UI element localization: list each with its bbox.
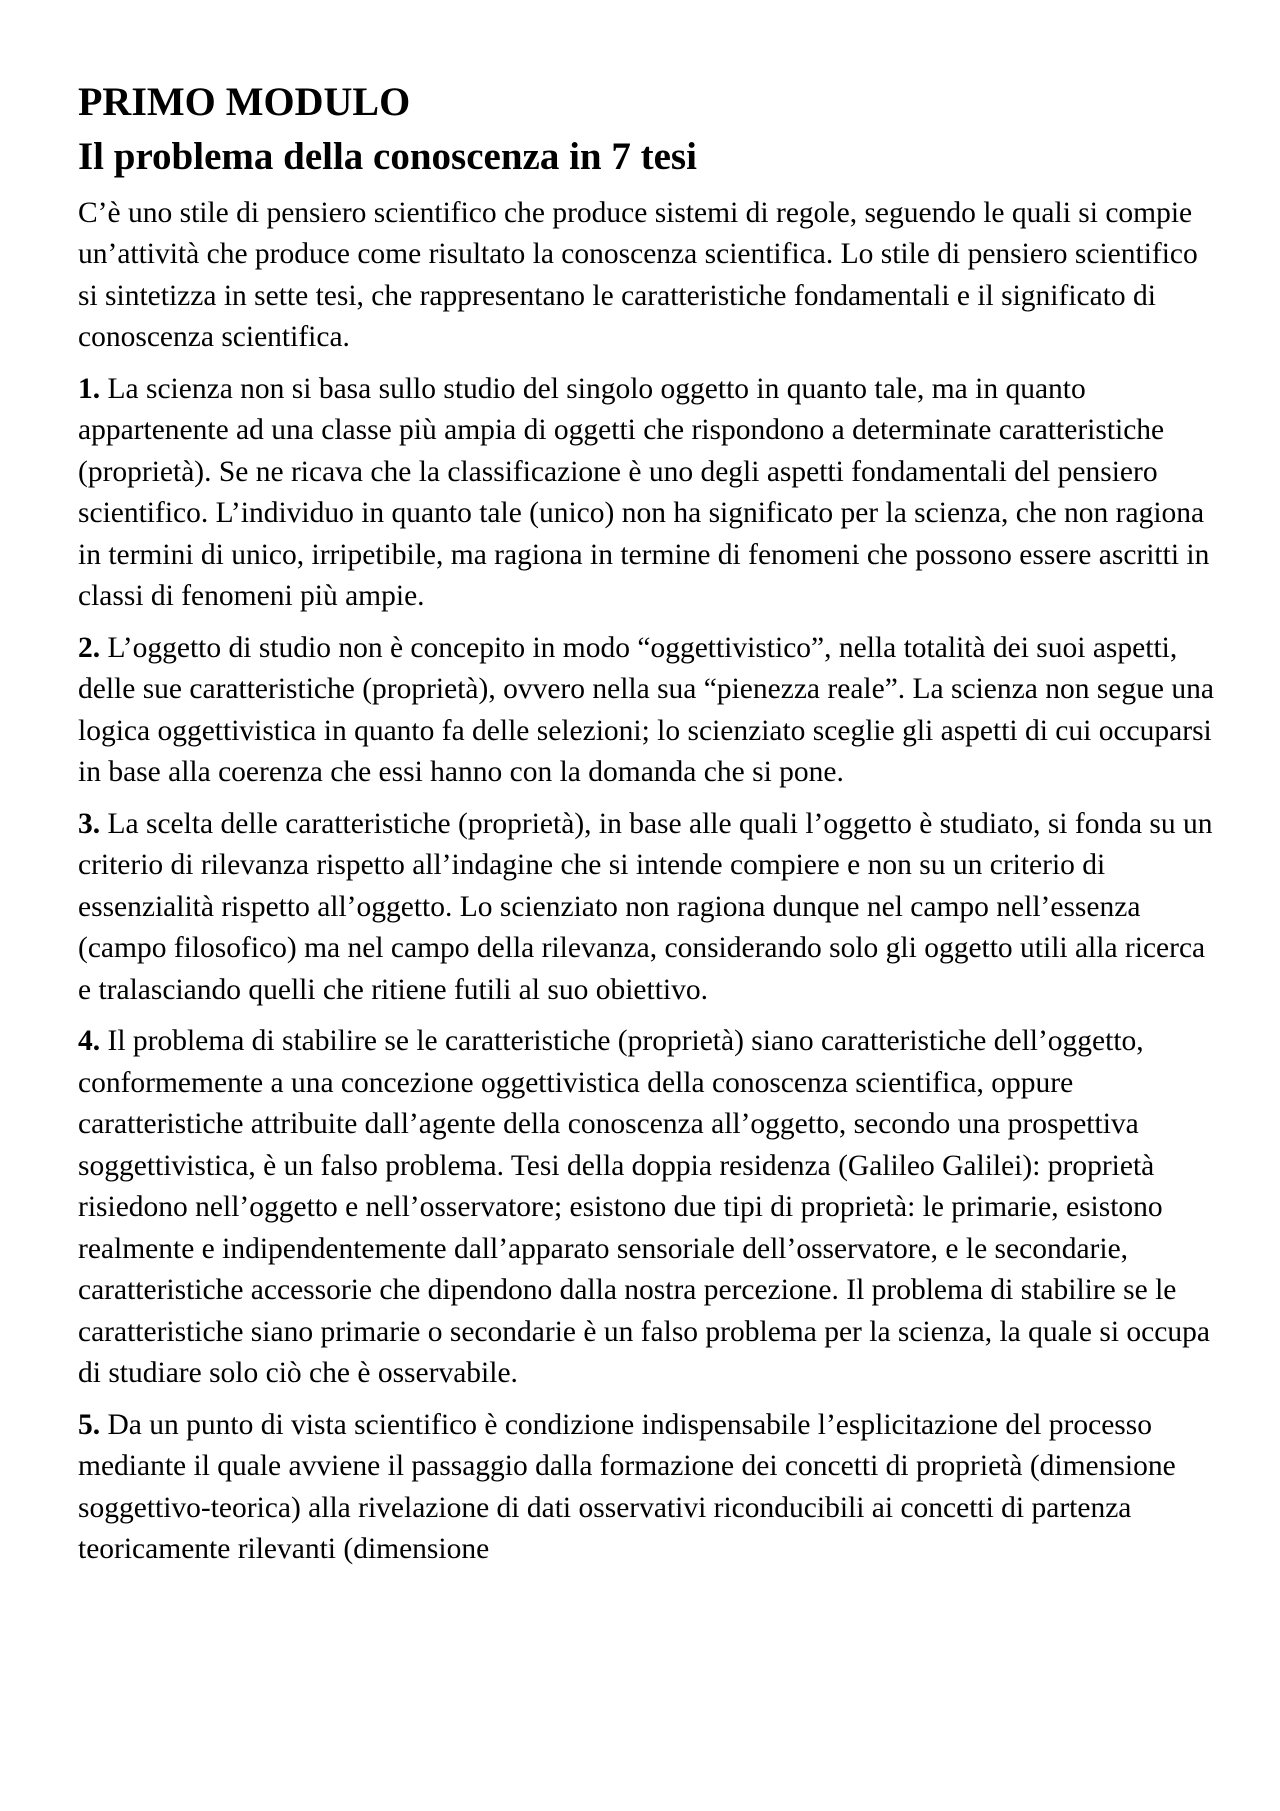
thesis-3 [78,804,1218,1012]
page-heading: Il problema della conoscenza in 7 tesi [78,135,697,178]
thesis-text: La scienza non si basa sullo studio del singolo oggetto in quanto tale, ma in quanto appartenente ad una classe più ampia di oggetti che rispondono a determinate caratteristiche (proprietà). Se ne ricava che la classificazione è uno degli aspetti fondamentali del pensiero scientifico. L’individuo in quanto tale (unico) non ha significato per la scienza, che non ragiona in termini di unico, irripetibile, ma ragiona in termine di fenomeni che possono essere ascritti in classi di fenomeni più ampie. [78,372,1210,613]
thesis-number: 3. [78,807,101,840]
thesis-5 [78,1405,1218,1571]
thesis-text: Il problema di stabilire se le caratteristiche (proprietà) siano caratteristiche dell’oggetto, conformemente a una concezione oggettivistica della conoscenza scientifica, oppure caratteristiche attribuite dall’agente della conoscenza all’oggetto, secondo una prospettiva soggettivistica, è un falso problema. Tesi della doppia residenza (Galileo Galilei): proprietà risiedono nell’oggetto e nell’osservatore; esistono due tipi di proprietà: le primarie, esistono realmente e indipendentemente dall’apparato sensoriale dell’osservatore, e le secondarie, caratteristiche accessorie che dipendono dalla nostra percezione. Il problema di stabilire se le caratteristiche siano primarie o secondarie è un falso problema per la scienza, la quale si occupa di studiare solo ciò che è osservabile. [78,1025,1210,1390]
thesis-number: 2. [78,631,101,664]
document-page [78,78,1218,1581]
thesis-1 [78,369,1218,618]
thesis-number: 5. [78,1408,101,1441]
module-title: PRIMO MODULO [78,79,411,124]
thesis-text: La scelta delle caratteristiche (proprietà), in base alle quali l’oggetto è studiato, si fonda su un criterio di rilevanza rispetto all’indagine che si intende compiere e non su un criterio di essenzialità rispetto all’oggetto. Lo scienziato non ragiona dunque nel campo nell’essenza (campo filosofico) ma nel campo della rilevanza, considerando solo gli oggetto utili alla ricerca e tralasciando quelli che ritiene futili al suo obiettivo. [78,807,1213,1006]
thesis-number: 4. [78,1025,101,1058]
thesis-text: L’oggetto di studio non è concepito in modo “oggettivistico”, nella totalità dei suoi aspetti, delle sue caratteristiche (proprietà), ovvero nella sua “pienezza reale”. La scienza non segue una logica oggettivistica in quanto fa delle selezioni; lo scienziato sceglie gli aspetti di cui occuparsi in base alla coerenza che essi hanno con la domanda che si pone. [78,631,1214,789]
thesis-2 [78,628,1218,794]
thesis-number: 1. [78,372,101,405]
thesis-4 [78,1021,1218,1395]
thesis-text: Da un punto di vista scientifico è condizione indispensabile l’esplicitazione del processo mediante il quale avviene il passaggio dalla formazione dei concetti di proprietà (dimensione soggettivo-teorica) alla rivelazione di dati osservativi riconducibili ai concetti di partenza teoricamente rilevanti (dimensione [78,1408,1176,1566]
intro-paragraph: C’è uno stile di pensiero scientifico che produce sistemi di regole, seguendo le quali si compie un’attività che produce come risultato la conoscenza scientifica. Lo stile di pensiero scientifico si sintetizza in sette tesi, che rappresentano le caratteristiche fondamentali e il significato di conoscenza scientifica. [78,196,1198,354]
